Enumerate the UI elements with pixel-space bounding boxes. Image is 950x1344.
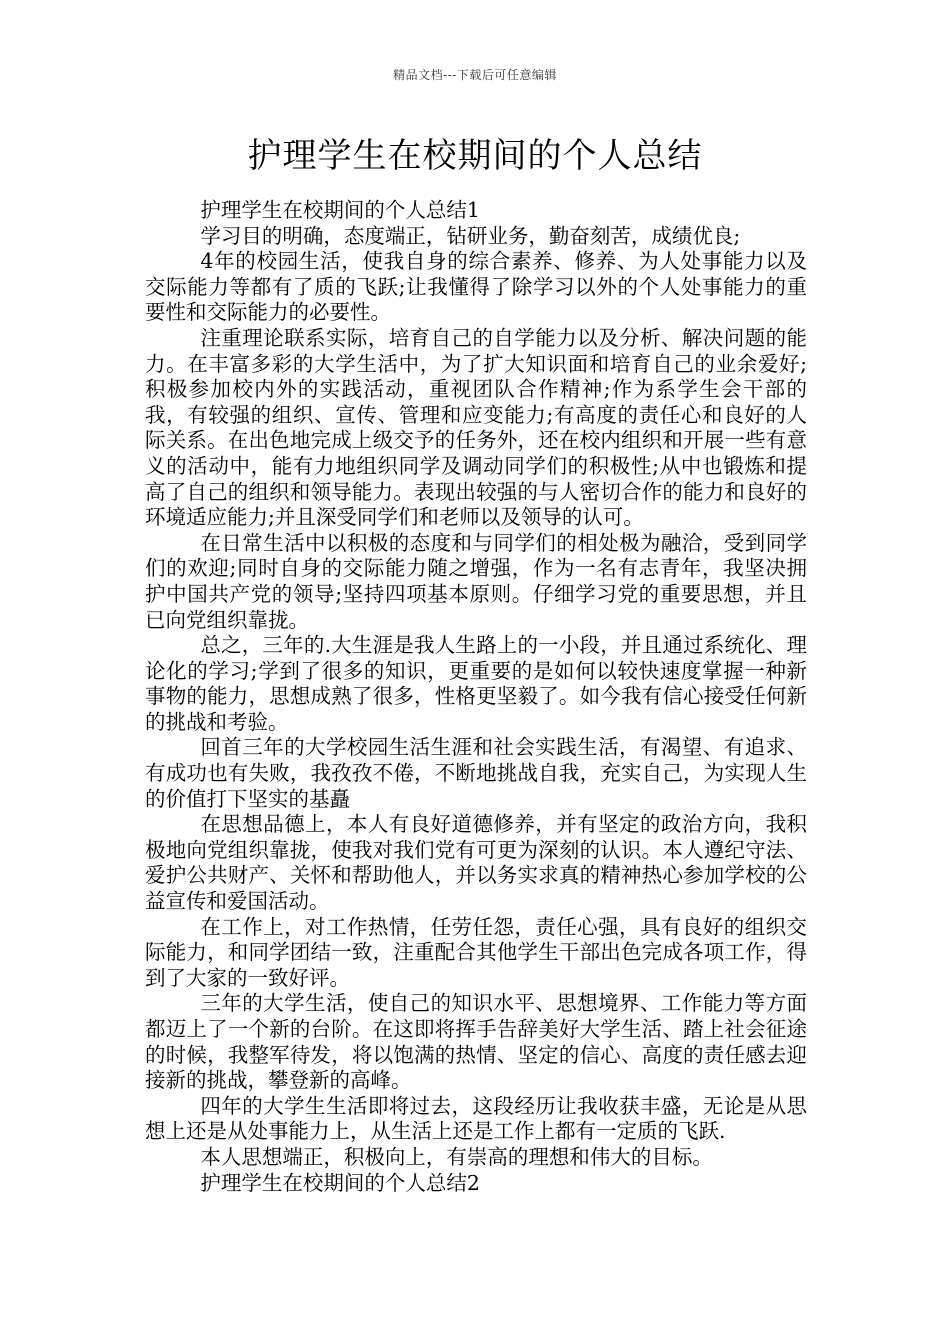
paragraph-four-years: 四年的大学生生活即将过去，这段经历让我收获丰盛，无论是从思想上还是从处事能力上，从生活上还是工作上都有一定质的飞跃. bbox=[145, 1093, 807, 1144]
paragraph-theory-practice: 注重理论联系实际，培育自己的自学能力以及分析、解决问题的能力。在丰富多彩的大学生活中，为了扩大知识面和培育自己的业余爱好;积极参加校内外的实践活动，重视团队合作精神;作为系学生会干部的我，有较强的组织、宣传、管理和应变能力;有高度的责任心和良好的人际关系。在出色地完成上级交予的任务外，还在校内组织和开展一些有意义的活动中，能有力地组织同学及调动同学们的积极性;从中也锻炼和提高了自己的组织和领导能力。表现出较强的与人密切合作的能力和良好的环境适应能力;并且深受同学们和老师以及领导的认可。 bbox=[145, 325, 807, 530]
paragraph-study-attitude: 学习目的明确，态度端正，钻研业务，勤奋刻苦，成绩优良; bbox=[200, 223, 741, 248]
paragraph-three-years: 三年的大学生活，使自己的知识水平、思想境界、工作能力等方面都迈上了一个新的台阶。在这即将挥手告辞美好大学生活、踏上社会征途的时候，我整军待发，将以饱满的热情、坚定的信心、高度的责任感去迎接新的挑战，攀登新的高峰。 bbox=[145, 991, 807, 1093]
document-body bbox=[145, 198, 807, 1196]
paragraph-moral-character: 在思想品德上，本人有良好道德修养，并有坚定的政治方向，我积极地向党组织靠拢，使我对我们党有可更为深刻的认识。本人遵纪守法、爱护公共财产、关怀和帮助他人，并以务实求真的精神热心参加学校的公益宣传和爱国活动。 bbox=[145, 812, 807, 914]
paragraph-ideals: 本人思想端正，积极向上，有崇高的理想和伟大的目标。 bbox=[200, 1144, 713, 1169]
header-note: 精品文档---下载后可任意编辑 bbox=[393, 68, 557, 82]
paragraph-work: 在工作上，对工作热情，任劳任怨，责任心强，具有良好的组织交际能力，和同学团结一致，注重配合其他学生干部出色完成各项工作，得到了大家的一致好评。 bbox=[145, 914, 807, 990]
document-title: 护理学生在校期间的个人总结 bbox=[247, 136, 703, 176]
section-heading-1: 护理学生在校期间的个人总结1 bbox=[200, 198, 480, 222]
paragraph-summary: 总之，三年的.大生涯是我人生路上的一小段，并且通过系统化、理论化的学习;学到了很多的知识，更重要的是如何以较快速度掌握一种新事物的能力，思想成熟了很多，性格更坚毅了。如今我有信心接受任何新的挑战和考验。 bbox=[145, 633, 807, 734]
section-heading-2: 护理学生在校期间的个人总结2 bbox=[200, 1170, 480, 1195]
paragraph-looking-back: 回首三年的大学校园生活生涯和社会实践生活，有渴望、有追求、有成功也有失败，我孜孜不倦，不断地挑战自我，充实自己，为实现人生的价值打下坚实的基矗 bbox=[145, 735, 807, 811]
paragraph-daily-life: 在日常生活中以积极的态度和与同学们的相处极为融洽，受到同学们的欢迎;同时自身的交际能力随之增强，作为一名有志青年，我坚决拥护中国共产党的领导;坚持四项基本原则。仔细学习党的重要思想，并且已向党组织靠拢。 bbox=[145, 530, 807, 632]
paragraph-campus-life: 4年的校园生活，使我自身的综合素养、修养、为人处事能力以及交际能力等都有了质的飞跃;让我懂得了除学习以外的个人处事能力的重要性和交际能力的必要性。 bbox=[145, 249, 807, 325]
